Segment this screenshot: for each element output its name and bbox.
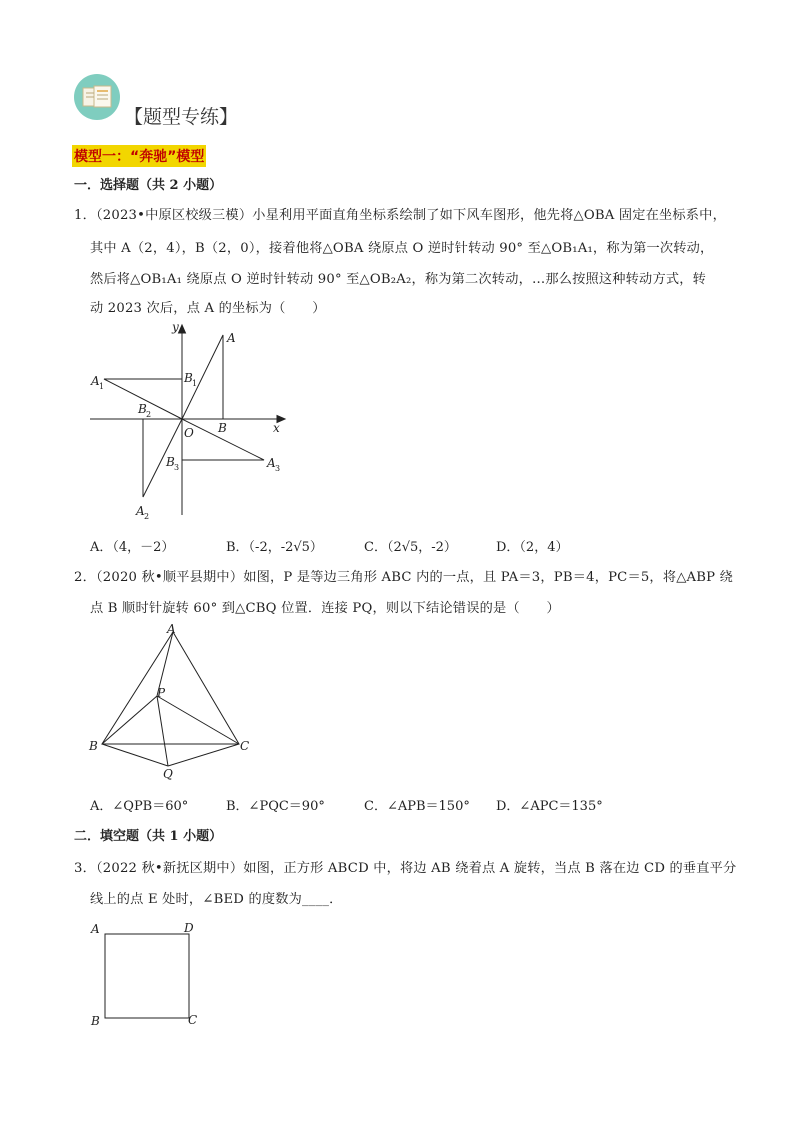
section-title-fill: 二．填空题（共 1 小题） <box>74 829 223 844</box>
q2-option-c[interactable]: C．∠APB＝150° <box>364 799 470 814</box>
q3-label-d: D <box>184 921 194 935</box>
q1-option-c[interactable]: C．（2√5，-2） <box>364 540 457 555</box>
q1-sub-b3: 3 <box>174 463 180 472</box>
q2-label-c: C <box>240 739 250 753</box>
q2-option-a[interactable]: A．∠QPB＝60° <box>90 799 189 814</box>
q2-option-b[interactable]: B．∠PQC＝90° <box>226 799 325 814</box>
q1-sub-b2: 2 <box>146 410 152 419</box>
q1-label-b: B <box>218 421 227 435</box>
q1-sub-a1: 1 <box>99 382 105 391</box>
q1-option-d[interactable]: D．（2，4） <box>496 540 569 555</box>
q1-label-y: y <box>172 320 179 334</box>
q1-windmill-figure <box>80 315 300 525</box>
q2-line-2: 点 B 顺时针旋转 60° 到△CBQ 位置．连接 PQ，则以下结论错误的是（ ） <box>90 601 560 616</box>
q1-label-b3: B <box>166 455 175 469</box>
q3-label-a: A <box>91 922 100 936</box>
q3-label-b: B <box>91 1014 100 1028</box>
q1-sub-a3: 3 <box>275 464 281 473</box>
document-icon <box>74 74 120 120</box>
q1-label-a: A <box>227 331 236 345</box>
q1-label-x: x <box>273 421 280 435</box>
q1-line-4: 动 2023 次后，点 A 的坐标为（ ） <box>90 301 326 316</box>
q1-label-a2: A <box>136 504 145 518</box>
q3-line-2: 线上的点 E 处时，∠BED 的度数为____． <box>90 892 343 907</box>
q1-label-b2: B <box>138 402 147 416</box>
q1-line-2: 其中 A（2，4），B（2，0），接着他将△OBA 绕原点 O 逆时针转动 90° 至△OB₁A₁，称为第一次转动， <box>90 241 714 256</box>
q1-sub-b1: 1 <box>192 379 198 388</box>
q3-line-1: 3．（2022 秋•新抚区期中）如图，正方形 ABCD 中，将边 AB 绕着点 A 旋转，当点 B 落在边 CD 的垂直平分 <box>74 861 737 876</box>
q1-option-b[interactable]: B．（-2，-2√5） <box>226 540 323 555</box>
q2-option-d[interactable]: D．∠APC＝135° <box>496 799 603 814</box>
q1-sub-a2: 2 <box>144 512 150 521</box>
q1-line-3: 然后将△OB₁A₁ 绕原点 O 逆时针转动 90° 至△OB₂A₂，称为第二次转动，…那么按照这种转动方式，转 <box>90 272 706 287</box>
section-title-choice: 一．选择题（共 2 小题） <box>74 178 223 193</box>
q1-line-1: 1．（2023•中原区校级三模）小星利用平面直角坐标系绘制了如下风车图形，他先将△OBA 固定在坐标系中， <box>74 208 726 223</box>
q1-label-a1: A <box>91 374 100 388</box>
q2-triangle-figure <box>86 620 256 785</box>
model-heading: 模型一：“奔驰”模型 <box>72 145 206 167</box>
q2-label-p: P <box>157 686 166 700</box>
q1-option-a[interactable]: A．（4，－2） <box>90 540 175 555</box>
page-title: 【题型专练】 <box>124 106 239 128</box>
q2-line-1: 2．（2020 秋•顺平县期中）如图，P 是等边三角形 ABC 内的一点，且 PA＝3，PB＝4，PC＝5，将△ABP 绕 <box>74 570 734 585</box>
q2-label-a: A <box>167 622 176 636</box>
q2-label-q: Q <box>163 767 173 781</box>
q1-label-a3: A <box>267 456 276 470</box>
q1-label-b1: B <box>184 371 193 385</box>
q1-label-o: O <box>184 426 194 440</box>
q2-label-b: B <box>89 739 98 753</box>
q3-square-figure <box>86 918 206 1033</box>
q3-label-c: C <box>188 1013 198 1027</box>
